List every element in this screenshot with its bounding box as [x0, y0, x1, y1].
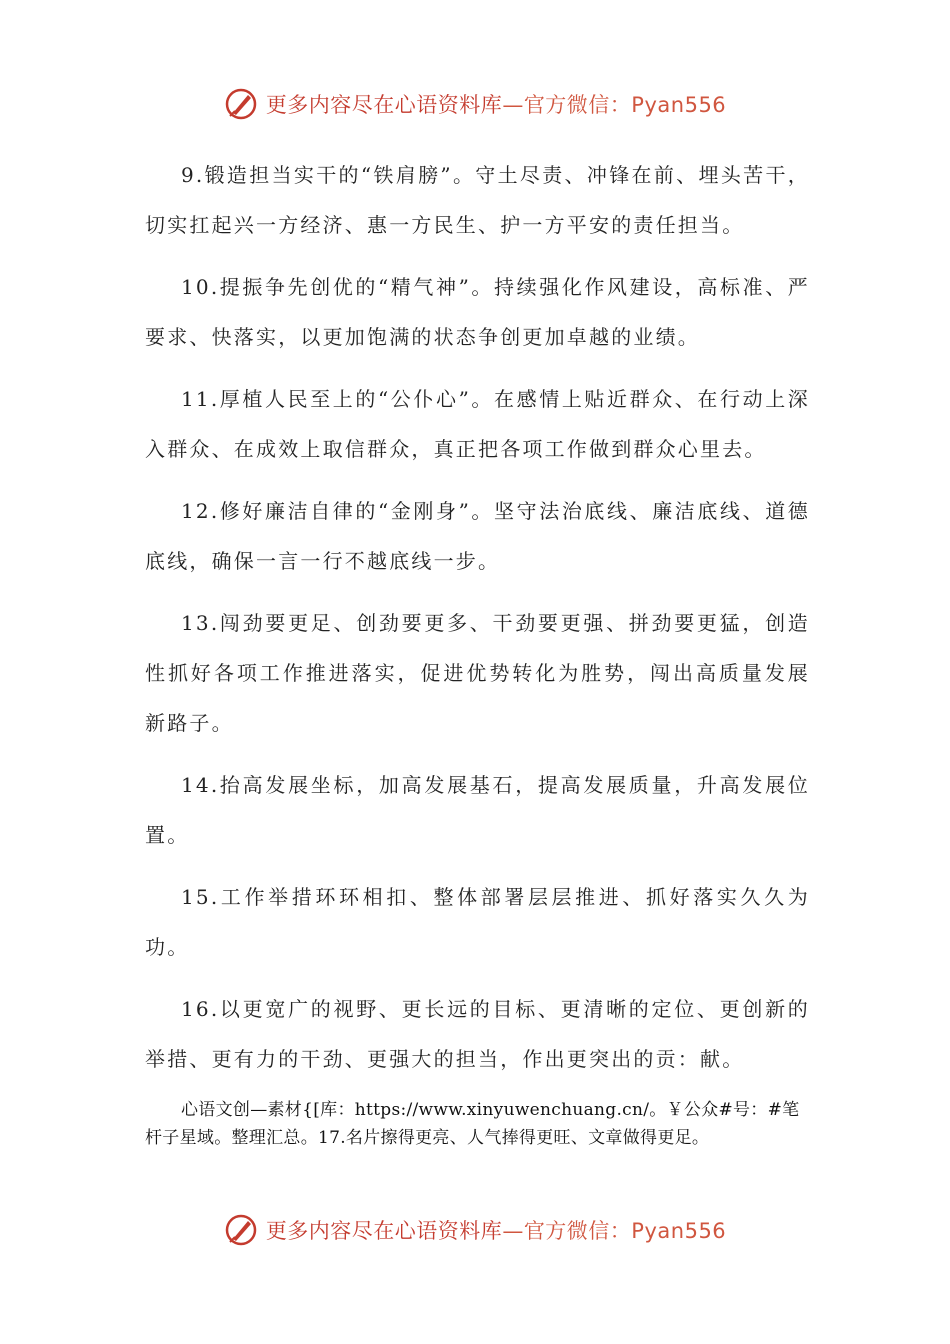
footer-banner: [0, 1210, 950, 1250]
quill-logo-icon: [224, 1213, 258, 1247]
paragraph-14: 14.抬高发展坐标，加高发展基石，提高发展质量，升高发展位置。: [145, 773, 810, 847]
paragraph-16: 16.以更宽广的视野、更长远的目标、更清晰的定位、更创新的举措、更有力的干劲、更强大的担当，作出更突出的贡：献。: [145, 997, 810, 1071]
banner-wechat-text: —官方微信：Pyan556: [502, 93, 727, 117]
banner-wechat-text: —官方微信：Pyan556: [502, 1219, 727, 1243]
header-banner: [0, 84, 950, 124]
paragraph-11: 11.厚植人民至上的“公仆心”。在感情上贴近群众、在行动上深入群众、在成效上取信群众，真正把各项工作做到群众心里去。: [145, 387, 810, 461]
quill-logo-icon: [224, 87, 258, 121]
paragraph-15: 15.工作举措环环相扣、整体部署层层推进、抓好落实久久为功。: [145, 885, 810, 959]
document-body: [145, 150, 810, 1152]
paragraph-12: 12.修好廉洁自律的“金刚身”。坚守法治底线、廉洁底线、道德底线，确保一言一行不越底线一步。: [145, 499, 810, 573]
banner-text: [266, 89, 726, 119]
paragraph-10: 10.提振争先创优的“精气神”。持续强化作风建设，高标准、严要求、快落实，以更加饱满的状态争创更加卓越的业绩。: [145, 275, 810, 349]
paragraph-13: 13.闯劲要更足、创劲要更多、干劲要更强、拼劲要更猛，创造性抓好各项工作推进落实，促进优势转化为胜势，闯出高质量发展新路子。: [145, 611, 810, 735]
paragraph-9: 9.锻造担当实干的“铁肩膀”。守土尽责、冲锋在前、埋头苦干，切实扛起兴一方经济、惠一方民生、护一方平安的责任担当。: [145, 163, 810, 237]
banner-main-text: 更多内容尽在心语资料库: [265, 1219, 503, 1243]
source-note: 心语文创—素材{[库：https://www.xinyuwenchuang.cn/。￥公众#号：#笔杆子星域。整理汇总。17.名片擦得更亮、人气捧得更旺、文章做得更足。: [145, 1100, 800, 1148]
banner-text: [266, 1215, 726, 1245]
banner-main-text: 更多内容尽在心语资料库: [265, 93, 503, 117]
